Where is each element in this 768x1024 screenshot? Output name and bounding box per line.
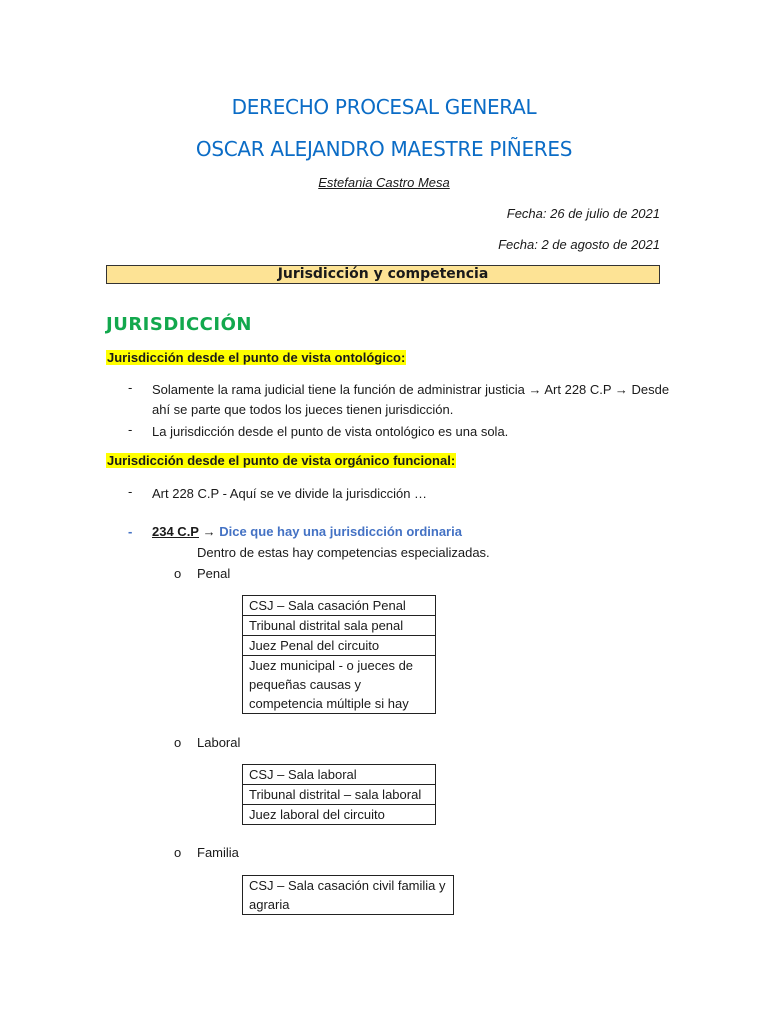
group-label-laboral: Laboral [197,735,241,750]
ontologico-bullet-2: La jurisdicción desde el punto de vista ontológico es una sola. [152,424,509,439]
table-cell: CSJ – Sala casación Penal [243,596,436,616]
topic-banner: Jurisdicción y competencia [106,265,660,284]
bullet-dash: - [128,422,133,437]
bullet-dash: - [128,484,133,499]
ordinaria-dash: - [128,524,133,539]
ontologico-bullet-1: Solamente la rama judicial tiene la función de administrar justicia → Art 228 C.P → Desde ahí se parte que todos los jueces tienen jurisdicción. [152,382,670,417]
penal-court-table [242,595,436,714]
table-cell: CSJ – Sala laboral [243,765,436,785]
table-row [243,805,436,825]
professor-name: OSCAR ALEJANDRO MAESTRE PIÑERES [195,137,573,161]
table-cell: CSJ – Sala casación civil familia y agraria [243,876,454,915]
sub-bullet: o [174,566,182,581]
sub-bullet: o [174,845,182,860]
table-row [243,596,436,616]
laboral-court-table [242,764,436,825]
ordinaria-article: 234 C.P [152,524,199,539]
section-heading: JURISDICCIÓN [106,314,252,335]
author-name: Estefania Castro Mesa [318,175,450,190]
date-1: Fecha: 26 de julio de 2021 [506,206,660,221]
sub-bullet: o [174,735,182,750]
group-label-familia: Familia [197,845,239,860]
bullet-dash: - [128,380,133,395]
table-cell: Juez municipal - o jueces de pequeñas causas y competencia múltiple si hay [243,656,436,714]
table-row [243,656,436,714]
table-row [243,876,454,915]
organico-bullet-1: Art 228 C.P - Aquí se ve divide la jurisdicción … [152,486,428,501]
table-row [243,785,436,805]
table-cell: Tribunal distrital sala penal [243,616,436,636]
table-cell: Juez laboral del circuito [243,805,436,825]
table-cell: Tribunal distrital – sala laboral [243,785,436,805]
organico-heading: Jurisdicción desde el punto de vista orgánico funcional: [107,453,456,468]
ordinaria-note: Dentro de estas hay competencias especializadas. [197,545,490,560]
arrow-icon: → [202,524,216,539]
familia-court-table [242,875,454,915]
ordinaria-line [152,524,462,539]
table-row [243,616,436,636]
ontologico-heading: Jurisdicción desde el punto de vista ontológico: [107,350,406,365]
date-2: Fecha: 2 de agosto de 2021 [498,237,660,252]
table-cell: Juez Penal del circuito [243,636,436,656]
table-row [243,636,436,656]
document-title: DERECHO PROCESAL GENERAL [231,95,537,119]
table-row [243,765,436,785]
group-label-penal: Penal [197,566,231,581]
ordinaria-description: Dice que hay una jurisdicción ordinaria [219,524,462,539]
